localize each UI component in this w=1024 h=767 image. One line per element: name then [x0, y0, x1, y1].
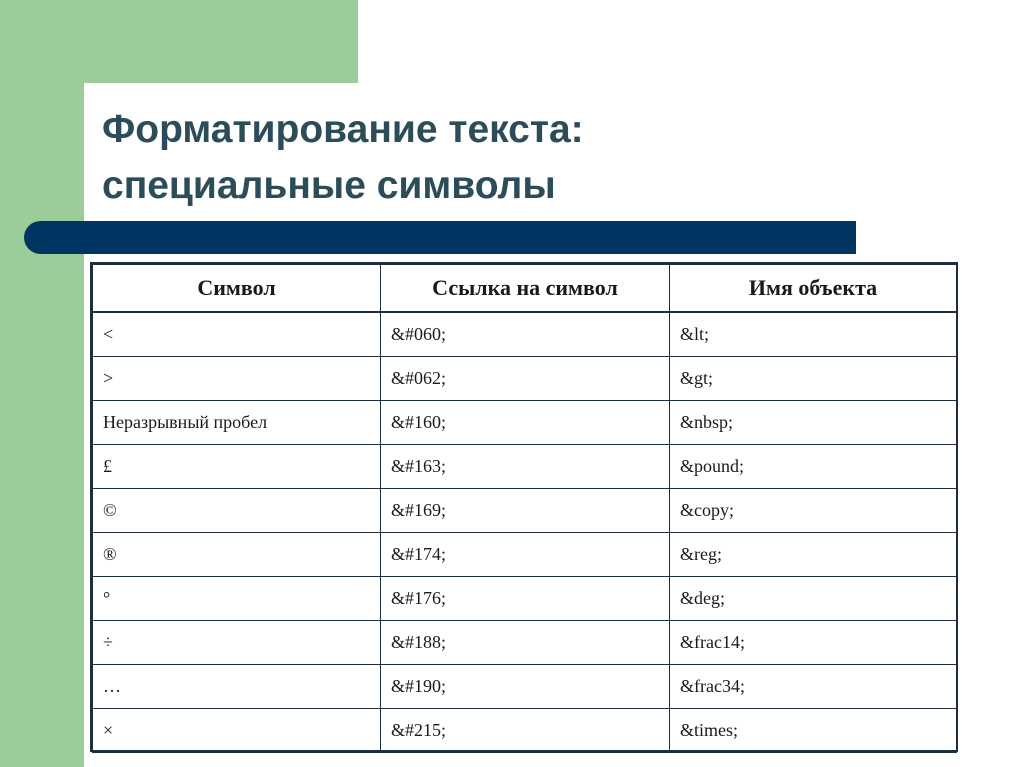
- table-row: [93, 709, 957, 753]
- reference-cell: &#169;: [381, 489, 670, 533]
- entity-name-cell: &frac14;: [670, 621, 957, 665]
- table-row: [93, 357, 957, 401]
- reference-cell: &#060;: [381, 312, 670, 357]
- symbol-cell: ®: [93, 533, 381, 577]
- table-row: [93, 665, 957, 709]
- symbol-cell: £: [93, 445, 381, 489]
- reference-cell: &#188;: [381, 621, 670, 665]
- slide-title-line-2: специальные символы: [102, 164, 556, 207]
- title-divider-bar: [24, 221, 856, 254]
- symbol-cell: ×: [93, 709, 381, 753]
- accent-panel-top: [0, 0, 358, 83]
- entity-name-cell: &reg;: [670, 533, 957, 577]
- entity-name-cell: &pound;: [670, 445, 957, 489]
- entity-name-cell: &frac34;: [670, 665, 957, 709]
- table-row: [93, 445, 957, 489]
- reference-cell: &#190;: [381, 665, 670, 709]
- reference-cell: &#215;: [381, 709, 670, 753]
- reference-cell: &#174;: [381, 533, 670, 577]
- slide-title: [102, 102, 802, 214]
- symbol-cell: >: [93, 357, 381, 401]
- table-row: [93, 312, 957, 357]
- entity-name-cell: &times;: [670, 709, 957, 753]
- column-header-symbol: Символ: [93, 265, 381, 313]
- table-row: [93, 533, 957, 577]
- reference-cell: &#163;: [381, 445, 670, 489]
- special-symbols-table: [90, 262, 958, 752]
- entity-name-cell: &nbsp;: [670, 401, 957, 445]
- table-header-row: [93, 265, 957, 313]
- reference-cell: &#176;: [381, 577, 670, 621]
- symbol-cell: <: [93, 312, 381, 357]
- column-header-reference: Ссылка на символ: [381, 265, 670, 313]
- column-header-entity-name: Имя объекта: [670, 265, 957, 313]
- symbol-cell: °: [93, 577, 381, 621]
- table-row: [93, 489, 957, 533]
- reference-cell: &#062;: [381, 357, 670, 401]
- entity-name-cell: &deg;: [670, 577, 957, 621]
- symbol-cell: …: [93, 665, 381, 709]
- slide-title-line-1: Форматирование текста:: [102, 108, 584, 151]
- table-row: [93, 621, 957, 665]
- entity-name-cell: &lt;: [670, 312, 957, 357]
- reference-cell: &#160;: [381, 401, 670, 445]
- symbol-cell: ÷: [93, 621, 381, 665]
- entity-name-cell: &copy;: [670, 489, 957, 533]
- symbol-cell: ©: [93, 489, 381, 533]
- table-row: [93, 577, 957, 621]
- accent-panel-left: [0, 0, 84, 767]
- symbol-cell: Неразрывный пробел: [93, 401, 381, 445]
- entity-name-cell: &gt;: [670, 357, 957, 401]
- table-row: [93, 401, 957, 445]
